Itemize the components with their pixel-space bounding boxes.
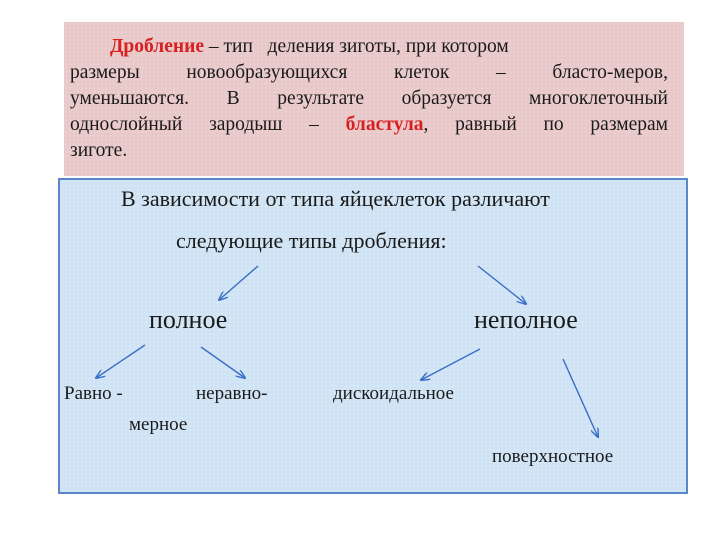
type-equal: Равно - <box>64 383 123 404</box>
term-cleavage: Дробление <box>110 36 204 57</box>
definition-line-3: уменьшаются. В результате образуется многоклеточный <box>70 88 668 109</box>
types-intro-line-1: В зависимости от типа яйцеклеток различают <box>121 186 550 211</box>
term-blastula: бластула <box>345 114 424 135</box>
arrow-to-full <box>219 266 258 300</box>
definition-line-5: зиготе. <box>70 140 128 161</box>
type-unequal: неравно- <box>196 383 268 404</box>
definition-line-4: однослойный зародыш – бластула, равный по размерам <box>70 114 668 135</box>
definition-line-2: размеры новообразующихся клеток – бласто-меров, <box>70 62 668 83</box>
arrow-to-discoidal <box>421 349 480 380</box>
type-partial: неполное <box>474 305 578 334</box>
types-intro-line-2: следующие типы дробления: <box>176 228 447 253</box>
arrow-to-superficial <box>563 359 598 437</box>
arrow-to-unequal <box>201 347 245 378</box>
definition-line-1: Дробление – тип деления зиготы, при котором <box>110 36 509 57</box>
type-discoidal: дискоидальное <box>333 383 454 404</box>
arrow-to-equal <box>96 345 145 378</box>
arrow-to-partial <box>478 266 526 304</box>
type-superficial: поверхностное <box>492 446 614 467</box>
type-full: полное <box>149 305 228 334</box>
type-suffix-mernoe: мерное <box>129 414 188 435</box>
